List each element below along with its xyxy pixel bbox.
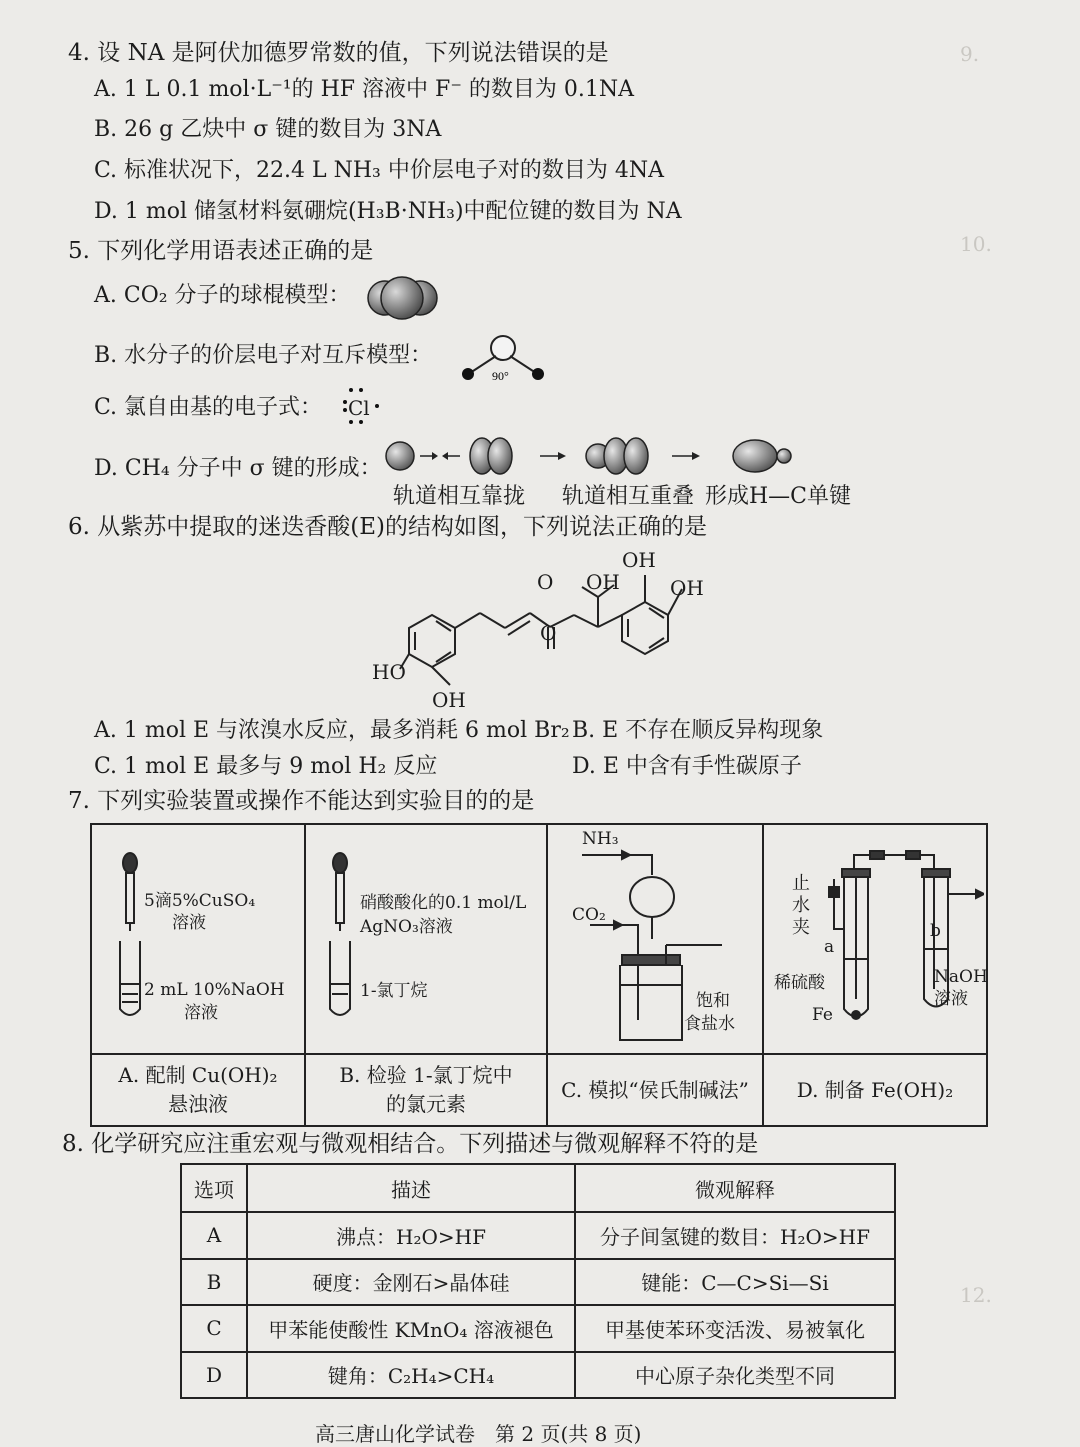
d-naoh-line1: NaOH [934,967,988,987]
c-gas-co2: CO₂ [572,905,606,925]
oh-label-3: OH [670,576,704,600]
q6-option-a: A. 1 mol E 与浓溴水反应，最多消耗 6 mol Br₂ [94,718,570,743]
q6-stem: 6. 从紫苏中提取的迷迭香酸(E)的结构如图，下列说法正确的是 [68,514,707,540]
b-reagent-2: 1-氯丁烷 [360,981,428,1001]
row-d-option: D [181,1352,247,1399]
row-a-description: 沸点：H₂O>HF [247,1212,575,1259]
caption-b: B. 检验 1-氯丁烷中 的氯元素 [305,1054,547,1126]
row-b-description: 硬度：金刚石>晶体硅 [247,1259,575,1306]
oh-label-2: OH [586,570,620,594]
d-clamp-2: 水 [792,895,810,916]
oh-label-4: OH [432,688,466,712]
fe-oh2-apparatus [814,849,984,1039]
row-b-option: B [181,1259,247,1306]
q5-option-b: B. 水分子的价层电子对互斥模型： [94,343,433,368]
page-footer: 高三唐山化学试卷 第 2 页(共 8 页) [315,1422,642,1446]
sigma-bond-formation-diagram [380,432,800,482]
table-row [181,1305,895,1352]
q5-option-c: C. 氯自由基的电子式： [94,395,323,420]
a-reagent-2-line2: 溶液 [184,1003,218,1023]
sigma-step-1: 轨道相互靠拢 [393,484,526,509]
q4-stem: 4. 设 NA 是阿伏加德罗常数的值，下列说法错误的是 [68,40,609,66]
chlorine-lewis-structure [345,388,379,426]
dropper-and-tube-b [322,849,362,1019]
b-reagent-1-line1: 硝酸酸化的0.1 mol/L [360,893,527,913]
caption-c: C. 模拟“侯氏制碱法” [547,1054,763,1126]
q4-option-d: D. 1 mol 储氢材料氨硼烷(H₃B·NH₃)中配位键的数目为 NA [94,199,682,224]
row-c-option: C [181,1305,247,1352]
ho-label: HO [372,660,406,684]
row-d-description: 键角：C₂H₄>CH₄ [247,1352,575,1399]
header-option: 选项 [181,1164,247,1212]
d-fe: Fe [812,1005,833,1025]
row-b-explanation: 键能：C—C>Si—Si [575,1259,895,1306]
c-liquid-line1: 饱和 [696,991,730,1011]
comparison-table [180,1163,896,1399]
carbonyl-o-label: O [537,570,554,594]
row-d-explanation: 中心原子杂化类型不同 [575,1352,895,1399]
caption-d: D. 制备 Fe(OH)₂ [763,1054,987,1126]
q8-stem: 8. 化学研究应注重宏观与微观相结合。下列描述与微观解释不符的是 [62,1131,759,1157]
caption-a: A. 配制 Cu(OH)₂ 悬浊液 [91,1054,305,1126]
q4-option-c: C. 标准状况下，22.4 L NH₃ 中价层电子对的数目为 4NA [94,158,664,183]
experiment-table [90,823,988,1127]
q6-option-c: C. 1 mol E 最多与 9 mol H₂ 反应 [94,754,438,779]
q4-option-a: A. 1 L 0.1 mol·L⁻¹的 HF 溶液中 F⁻ 的数目为 0.1NA [94,77,635,102]
water-vsepr-model [458,328,548,388]
d-clamp-1: 止 [792,873,810,894]
header-description: 描述 [247,1164,575,1212]
q5-option-d: D. CH₄ 分子中 σ 键的形成： [94,456,382,481]
table-row [181,1259,895,1306]
q5-stem: 5. 下列化学用语表述正确的是 [68,238,374,264]
d-label-a: a [824,937,835,957]
apparatus-a [91,824,305,1054]
sigma-step-3: 形成H—C单键 [705,484,852,509]
bleed-through-text-3: 12. [960,1283,992,1307]
d-acid: 稀硫酸 [774,973,825,993]
row-a-explanation: 分子间氢键的数目：H₂O>HF [575,1212,895,1259]
oh-label-1: OH [622,548,656,572]
co2-ball-stick-model [365,272,440,324]
apparatus-c [547,824,763,1054]
q7-stem: 7. 下列实验装置或操作不能达到实验目的的是 [68,788,535,814]
a-reagent-1-line2: 溶液 [172,913,206,933]
bleed-through-text: 9. [960,42,980,66]
q6-option-d: D. E 中含有手性碳原子 [572,754,802,779]
b-reagent-1-line2: AgNO₃溶液 [360,917,453,937]
apparatus-d [763,824,987,1054]
angle-label: 90° [492,369,509,383]
q4-option-b: B. 26 g 乙炔中 σ 键的数目为 3NA [94,117,442,142]
c-liquid-line2: 食盐水 [684,1014,735,1034]
q6-option-b: B. E 不存在顺反异构现象 [572,718,824,743]
table-row [181,1352,895,1399]
d-clamp-3: 夹 [792,917,810,938]
chlorine-symbol: Cl [348,396,370,420]
bleed-through-text-2: 10. [960,232,992,256]
d-label-b: b [930,921,941,941]
row-c-explanation: 甲基使苯环变活泼、易被氧化 [575,1305,895,1352]
d-naoh-line2: 溶液 [934,989,968,1009]
row-c-description: 甲苯能使酸性 KMnO₄ 溶液褪色 [247,1305,575,1352]
row-a-option: A [181,1212,247,1259]
ester-o-label: O [540,621,557,645]
sigma-step-2: 轨道相互重叠 [562,484,695,509]
apparatus-b [305,824,547,1054]
a-reagent-2-line1: 2 mL 10%NaOH [144,980,285,1000]
a-reagent-1-line1: 5滴5%CuSO₄ [144,891,256,911]
c-gas-nh3: NH₃ [582,829,619,849]
q5-option-a: A. CO₂ 分子的球棍模型： [94,283,351,308]
header-explanation: 微观解释 [575,1164,895,1212]
table-row [181,1212,895,1259]
